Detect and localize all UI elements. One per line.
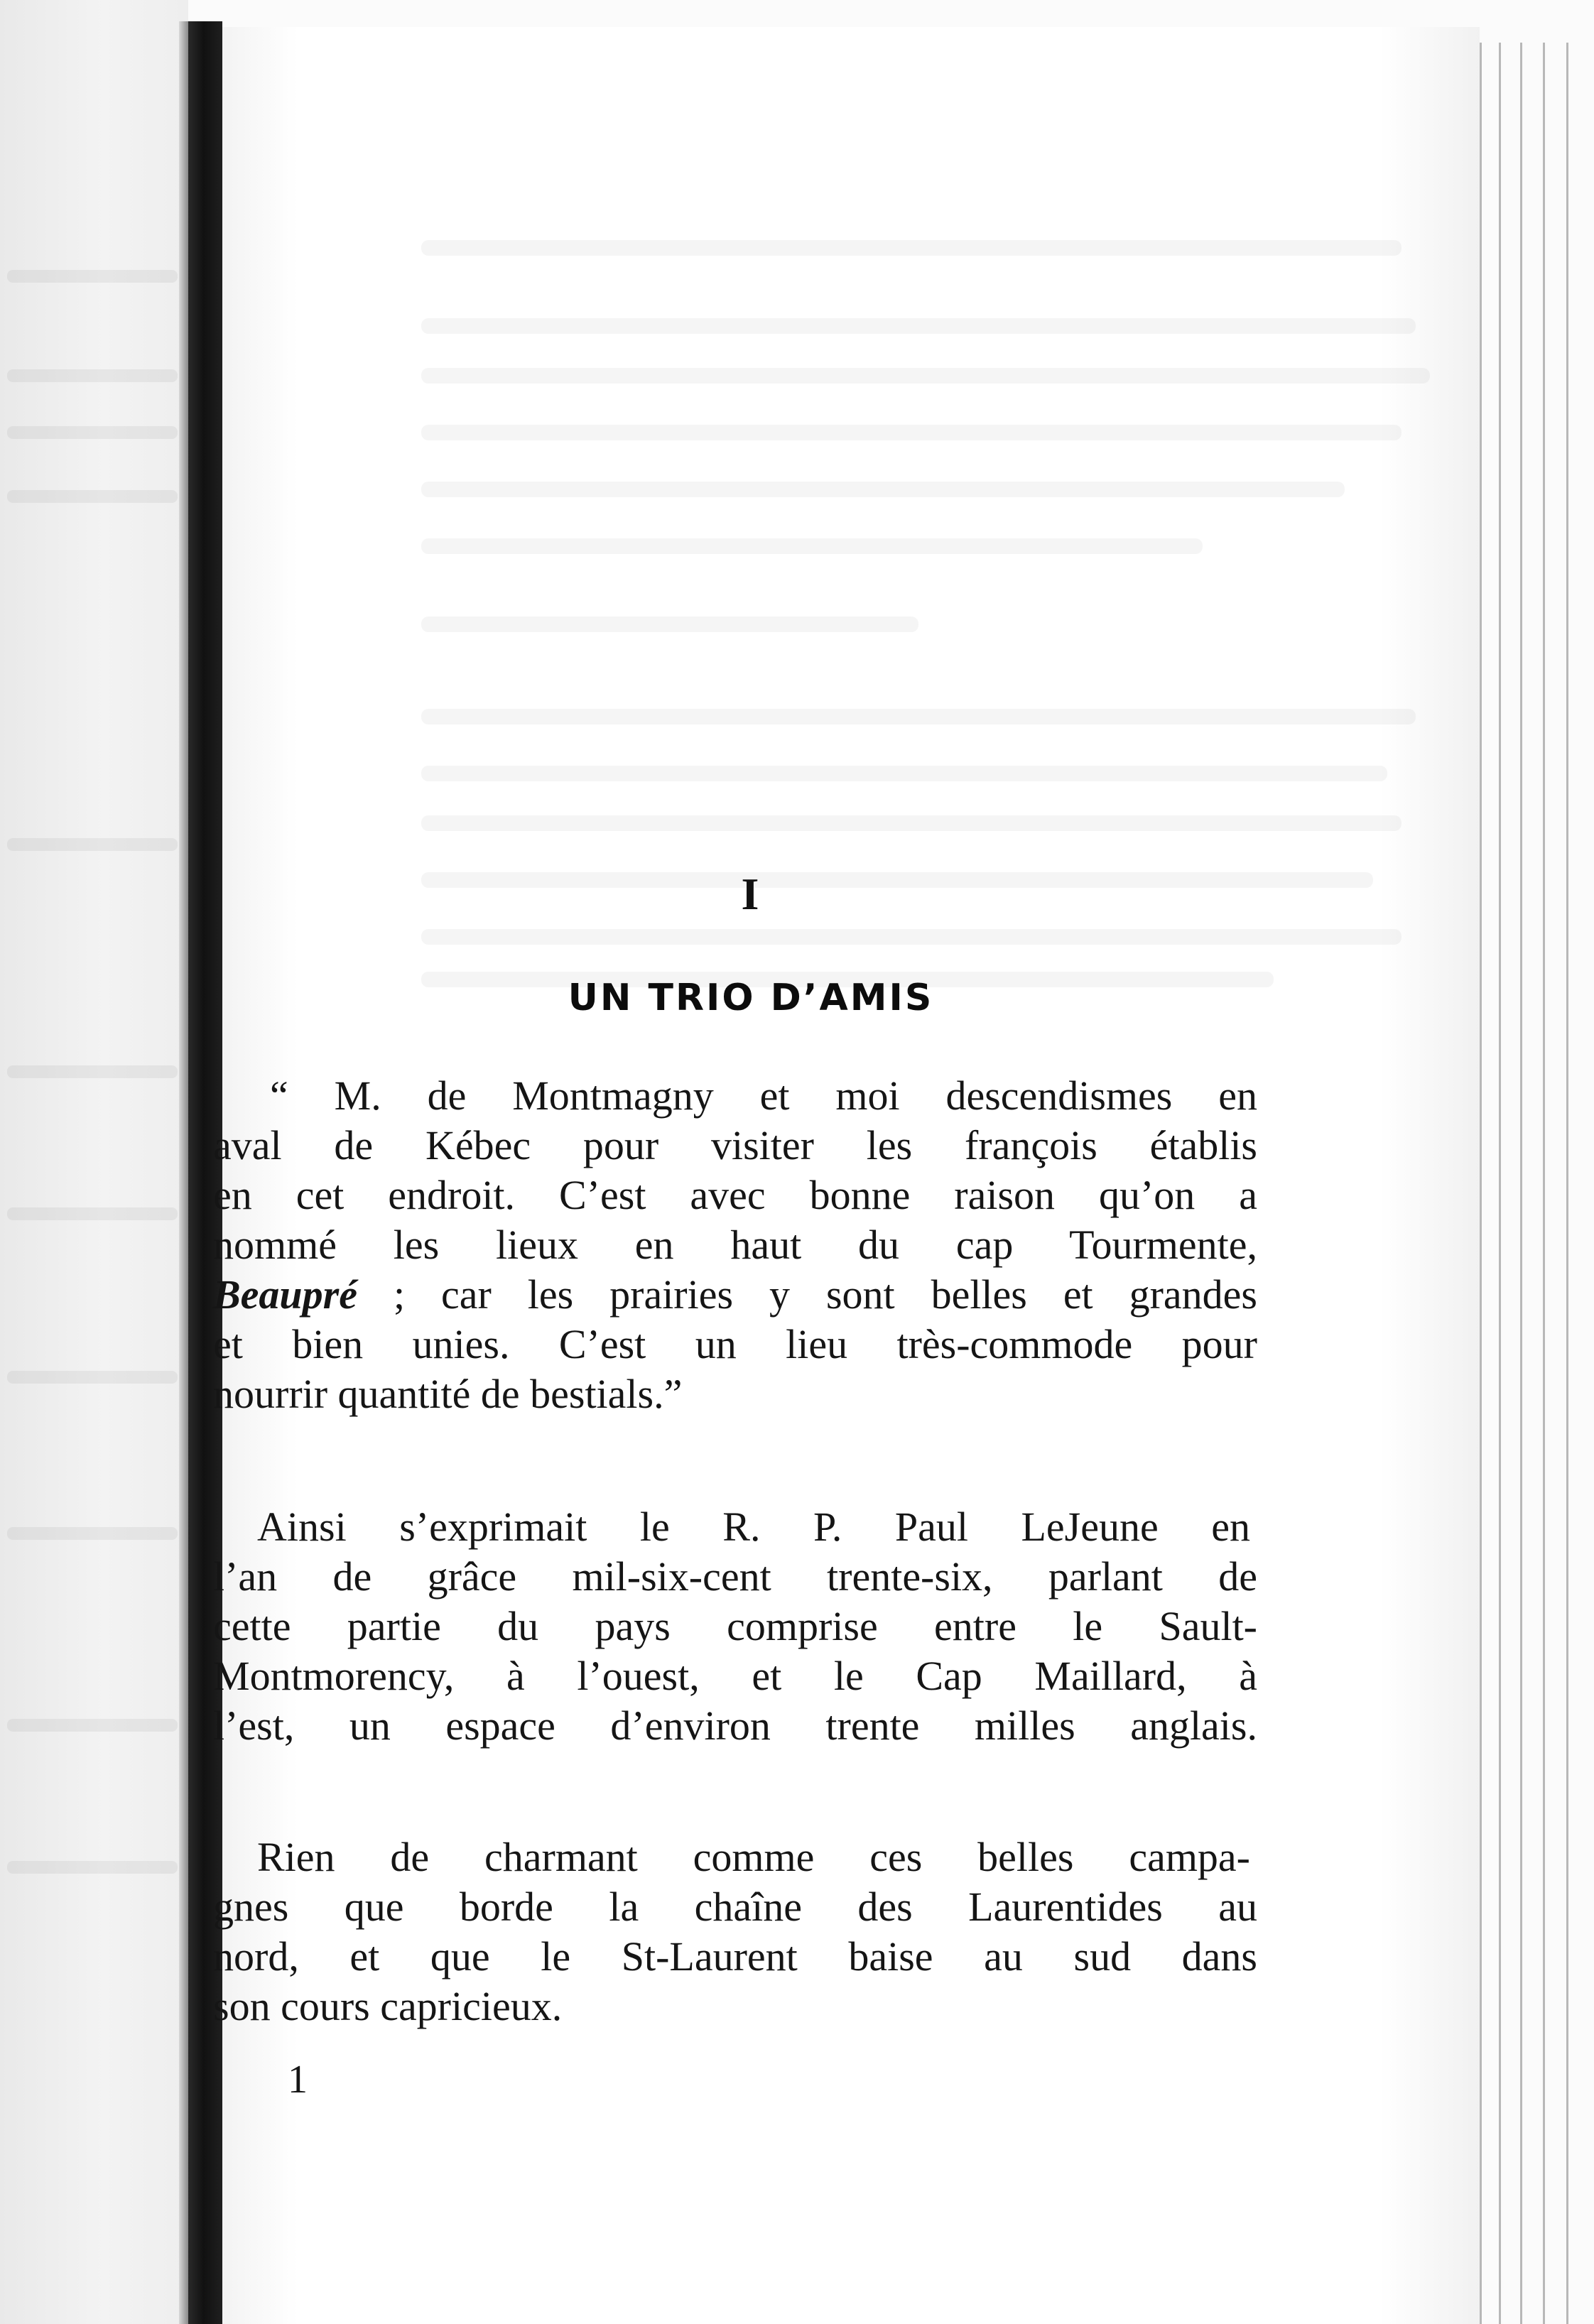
bleed-through-line bbox=[421, 240, 1401, 256]
text-line: son cours capricieux. bbox=[213, 1983, 563, 2029]
bleed-through-line bbox=[7, 369, 178, 382]
facing-page-edge bbox=[0, 0, 188, 2324]
text-line-italic-lead bbox=[213, 1270, 1257, 1320]
text-line: aval de Kébec pour visiter les françois établis bbox=[213, 1122, 1257, 1168]
page-edge bbox=[1543, 43, 1545, 2324]
page-edge bbox=[1520, 43, 1522, 2324]
text-line: nourrir quantité de bestials.” bbox=[213, 1371, 683, 1417]
text-line: Ainsi s’exprimait le R. P. Paul LeJeune en bbox=[257, 1504, 1250, 1550]
text-line: cette partie du pays comprise entre le Sault- bbox=[213, 1603, 1257, 1649]
bleed-through-line bbox=[7, 270, 178, 283]
bleed-through-line bbox=[421, 709, 1416, 724]
bleed-through-line bbox=[421, 538, 1203, 554]
text-line: en cet endroit. C’est avec bonne raison qu’on a bbox=[213, 1172, 1257, 1218]
text-line: Rien de charmant comme ces belles campa- bbox=[257, 1834, 1250, 1880]
bleed-through-line bbox=[7, 1719, 178, 1732]
text-line: l’est, un espace d’environ trente milles anglais. bbox=[213, 1703, 1257, 1749]
text-line-rest: ; car les prairies y sont belles et grandes bbox=[357, 1271, 1257, 1318]
italic-place-name: Beaupré bbox=[213, 1271, 357, 1318]
bleed-through-line bbox=[7, 838, 178, 851]
bleed-through-line bbox=[7, 490, 178, 503]
bleed-through-line bbox=[7, 1065, 178, 1078]
bleed-through-line bbox=[421, 617, 918, 632]
page-folio: 1 bbox=[288, 2058, 308, 2102]
bleed-through-line bbox=[7, 426, 178, 439]
gutter-shadow bbox=[179, 21, 188, 2324]
bleed-through-line bbox=[7, 1371, 178, 1384]
text-line: Montmorency, à l’ouest, et le Cap Maillard, à bbox=[213, 1653, 1257, 1699]
bleed-through-line bbox=[7, 1207, 178, 1220]
bleed-through-line bbox=[7, 1527, 178, 1540]
bleed-through-line bbox=[421, 368, 1430, 384]
bleed-through-line bbox=[421, 929, 1401, 945]
bleed-through-line bbox=[7, 1861, 178, 1874]
text-line: gnes que borde la chaîne des Laurentides au bbox=[213, 1884, 1257, 1930]
page-edge bbox=[1499, 43, 1501, 2324]
text-line: “ M. de Montmagny et moi descendismes en bbox=[270, 1073, 1257, 1119]
bleed-through-line bbox=[421, 766, 1387, 781]
text-line: nord, et que le St-Laurent baise au sud dans bbox=[213, 1933, 1257, 1980]
bleed-through-line bbox=[421, 318, 1416, 334]
bleed-through-line bbox=[421, 482, 1345, 497]
chapter-title: UN TRIO D’AMIS bbox=[568, 977, 934, 1019]
chapter-number: I bbox=[741, 869, 761, 919]
text-line: l’an de grâce mil-six-cent trente-six, parlant de bbox=[213, 1553, 1257, 1600]
text-line: nommé les lieux en haut du cap Tourmente, bbox=[213, 1222, 1257, 1268]
page-edge bbox=[1566, 43, 1568, 2324]
bleed-through-line bbox=[421, 425, 1401, 440]
page-edge bbox=[1480, 43, 1482, 2324]
bleed-through-line bbox=[421, 815, 1401, 831]
text-line: et bien unies. C’est un lieu très-commode pour bbox=[213, 1321, 1257, 1367]
